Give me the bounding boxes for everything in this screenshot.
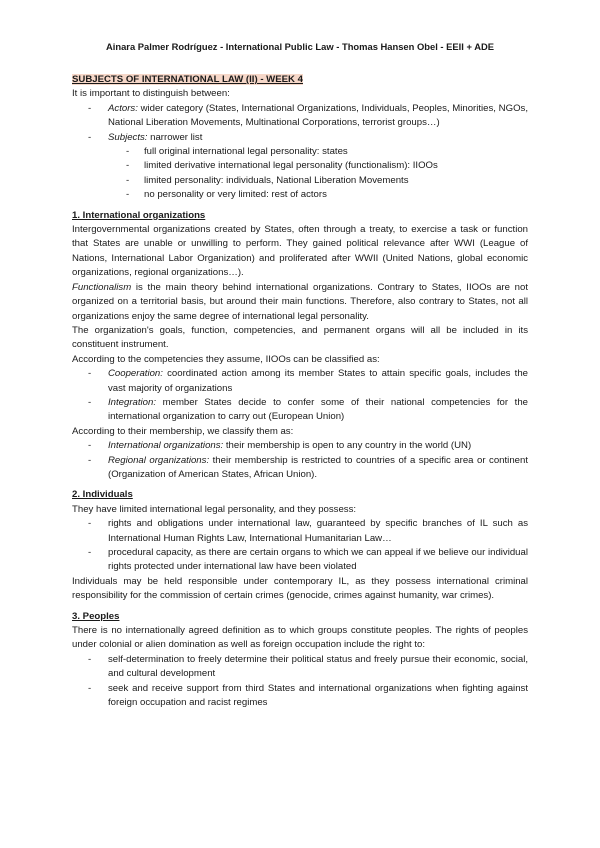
functionalism-text: is the main theory behind international organizations. Contrary to States, IIOOs are not organized on a territorial basis, but around their main functions. Therefore, also contrary to States, not all organizations enjoy the same degree of international legal personality.: [72, 281, 528, 322]
list-item: [72, 367, 528, 396]
list-item-term: Cooperation:: [108, 368, 163, 380]
section-heading-organizations: 1. International organizations: [72, 209, 206, 221]
list-item: - rights and obligations under international law, guaranteed by specific branches of IL such as International Human Rights Law, International Humanitarian Law…: [72, 517, 528, 546]
list-item: - seek and receive support from third States and international organizations when fighting against foreign occupation and racist regimes: [72, 682, 528, 711]
list-item: - limited derivative international legal personality (functionalism): IIOOs: [108, 159, 528, 173]
list-item-text: member States decide to confer some of their national competencies for the international organization to carry out (European Union): [108, 396, 528, 423]
list-item-text: their membership is open to any country in the world (UN): [223, 440, 472, 452]
list-item: [72, 454, 528, 483]
actors-text: wider category (States, International Organizations, Individuals, Peoples, Minorities, NGOs, National Liberation Movements, Multinational Corporations, terrorist groups…): [108, 102, 528, 129]
functionalism-term: Functionalism: [72, 281, 132, 293]
paragraph: They have limited international legal personality, and they possess:: [72, 503, 357, 515]
paragraph: According to the competencies they assume, IIOOs can be classified as:: [72, 353, 380, 365]
actors-term: Actors:: [108, 102, 138, 114]
list-item: - self-determination to freely determine their political status and freely pursue their economic, social, and cultural development: [72, 653, 528, 682]
section-heading-individuals: 2. Individuals: [72, 489, 133, 501]
paragraph: [72, 281, 528, 324]
paragraph: The organization's goals, function, competencies, and permanent organs will all be included in its constituent instrument.: [72, 324, 528, 351]
individuals-list: [72, 517, 528, 575]
list-item-term: Regional organizations:: [108, 454, 210, 466]
paragraph: Individuals may be held responsible under contemporary IL, as they possess international criminal responsibility for the commission of certain crimes (genocide, crimes against humanity, war crimes).: [72, 575, 528, 602]
document-title: SUBJECTS OF INTERNATIONAL LAW (II) - WEEK 4: [72, 74, 303, 85]
paragraph: Intergovernmental organizations created by States, often through a treaty, to exercise a task or function that States are unable or unwilling to perform. They gained political relevance after WWI (League of Nations, International Labor Organization) and proliferated after WWII (United Nations, global economic organizations, regional organizations…).: [72, 224, 528, 279]
section-heading-peoples: 3. Peoples: [72, 610, 120, 622]
list-item: - procedural capacity, as there are certain organs to which we can appeal if we believe our individual rights protected under international law have been violated: [72, 546, 528, 575]
peoples-rights-list: [72, 653, 528, 711]
paragraph: There is no internationally agreed definition as to which groups constitute peoples. The rights of peoples under colonial or alien domination as well as foreign occupation include the right to:: [72, 625, 528, 651]
page-header: Ainara Palmer Rodríguez - International Public Law - Thomas Hansen Obel - EEII + ADE: [105, 41, 494, 52]
list-item: - limited personality: individuals, National Liberation Movements: [108, 174, 528, 188]
list-item-text: their membership is restricted to countries of a specific area or continent (Organization of American States, African Union).: [108, 454, 528, 480]
intro-text: It is important to distinguish between:: [72, 88, 230, 100]
list-item: - full original international legal personality: states: [108, 145, 528, 159]
list-item: [72, 439, 528, 453]
document-body: [72, 73, 528, 710]
subjects-item: [72, 131, 528, 203]
list-item: - no personality or very limited: rest of actors: [108, 188, 528, 202]
subjects-sublist: [108, 145, 528, 203]
competencies-list: [72, 367, 528, 425]
paragraph: According to their membership, we classify them as:: [72, 425, 294, 437]
list-item-text: coordinated action among its member States to attain specific goals, includes the vast majority of organizations: [108, 368, 528, 394]
list-item-term: International organizations:: [108, 440, 224, 452]
list-item-term: Integration:: [108, 396, 157, 408]
subjects-text: narrower list: [147, 131, 203, 143]
list-item: [72, 396, 528, 425]
membership-list: [72, 439, 528, 482]
distinction-list: [72, 102, 528, 203]
actors-item: [72, 102, 528, 131]
subjects-term: Subjects:: [108, 131, 148, 143]
